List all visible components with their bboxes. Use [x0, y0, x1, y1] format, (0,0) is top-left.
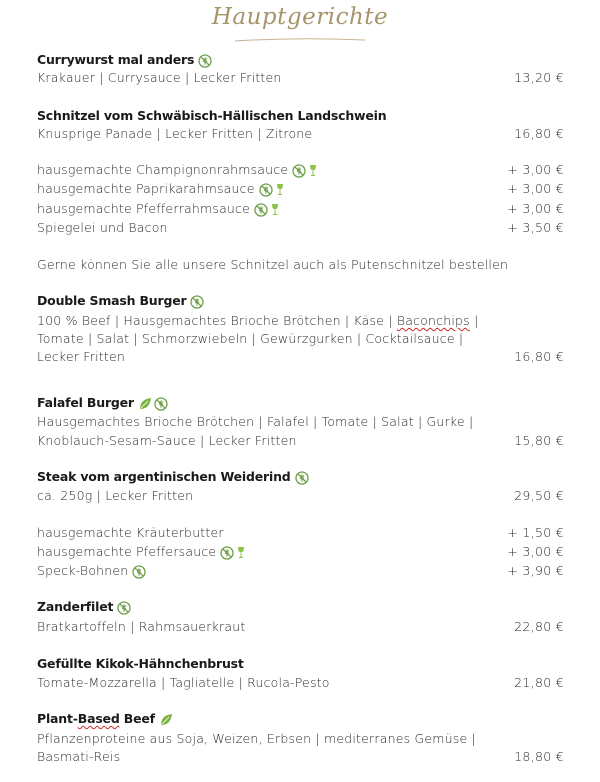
gluten-free-icon	[254, 203, 268, 217]
wine-glass-icon	[275, 183, 285, 197]
dish-desc-schnitzel: Knusprige Panade | Lecker Fritten | Zitrone 16,80 €	[37, 126, 564, 141]
dish-desc-double-smash-line3: Lecker Fritten 16,80 €	[37, 349, 564, 364]
gluten-free-icon	[220, 546, 234, 560]
dish-title-falafel-burger: Falafel Burger	[37, 394, 564, 412]
dish-desc-steak: ca. 250g | Lecker Fritten 29,50 €	[37, 488, 564, 503]
price-kikok: 21,80 €	[514, 675, 564, 690]
price-double-smash-burger: 16,80 €	[514, 349, 564, 364]
dish-title-steak: Steak vom argentinischen Weiderind	[37, 468, 564, 486]
dish-desc-double-smash-line2: Tomate | Salat | Schmorzwiebeln | Gewürzgurken | Cocktailsauce |	[37, 331, 464, 346]
dish-title-plant-based-beef: Plant-Based Beef	[37, 710, 564, 728]
addon-pfefferrahm: hausgemachte Pfefferrahmsauce + 3,00 €	[37, 201, 564, 216]
price-addon-champignon: + 3,00 €	[507, 162, 564, 177]
addon-champignon: hausgemachte Champignonrahmsauce + 3,00 €	[37, 162, 564, 177]
dish-title-schnitzel: Schnitzel vom Schwäbisch-Hällischen Landschwein	[37, 108, 387, 123]
price-addon-spiegelei: + 3,50 €	[507, 220, 564, 235]
dish-desc-plant-based-line1: Pflanzenproteine aus Soja, Weizen, Erbsen | mediterranes Gemüse |	[37, 731, 476, 746]
dish-title-double-smash-burger: Double Smash Burger	[37, 292, 564, 310]
schnitzel-note: Gerne können Sie alle unsere Schnitzel auch als Putenschnitzel bestellen	[37, 257, 509, 272]
heading-underline-flourish	[230, 36, 370, 44]
dish-title-zanderfilet: Zanderfilet	[37, 598, 564, 616]
price-plant-based-beef: 18,80 €	[514, 749, 564, 764]
wine-glass-icon	[236, 546, 246, 560]
price-addon-paprika: + 3,00 €	[507, 181, 564, 196]
wine-glass-icon	[270, 203, 280, 217]
gluten-free-icon	[132, 565, 146, 579]
price-steak: 29,50 €	[514, 488, 564, 503]
dish-title-currywurst: Currywurst mal anders	[37, 51, 564, 69]
price-falafel-burger: 15,80 €	[514, 433, 564, 448]
vegan-leaf-icon	[138, 397, 152, 411]
dish-desc-falafel-line2: Knoblauch-Sesam-Sauce | Lecker Fritten 15,80 €	[37, 433, 564, 448]
gluten-free-icon	[292, 164, 306, 178]
gluten-free-icon	[154, 397, 168, 411]
price-currywurst: 13,20 €	[514, 70, 564, 85]
dish-title-kikok: Gefüllte Kikok-Hähnchenbrust	[37, 656, 244, 671]
price-addon-speck-bohnen: + 3,90 €	[507, 563, 564, 578]
gluten-free-icon	[117, 601, 131, 615]
price-schnitzel: 16,80 €	[514, 126, 564, 141]
addon-kraeuterbutter: hausgemachte Kräuterbutter + 1,50 €	[37, 525, 564, 540]
page-title: Hauptgerichte	[211, 4, 389, 30]
addon-pfeffersauce: hausgemachte Pfeffersauce + 3,00 €	[37, 544, 564, 559]
gluten-free-icon	[259, 183, 273, 197]
price-zanderfilet: 22,80 €	[514, 619, 564, 634]
gluten-free-icon	[190, 295, 204, 309]
dish-desc-falafel-line1: Hausgemachtes Brioche Brötchen | Falafel | Tomate | Salat | Gurke |	[37, 414, 474, 429]
price-addon-pfeffersauce: + 3,00 €	[507, 544, 564, 559]
price-addon-pfefferrahm: + 3,00 €	[507, 201, 564, 216]
addon-spiegelei: Spiegelei und Bacon + 3,50 €	[37, 220, 564, 235]
wine-glass-icon	[308, 164, 318, 178]
addon-paprika: hausgemachte Paprikarahmsauce + 3,00 €	[37, 181, 564, 196]
dish-desc-currywurst: Krakauer | Currysauce | Lecker Fritten 13,20 €	[37, 70, 564, 85]
vegan-leaf-icon	[159, 713, 173, 727]
gluten-free-icon	[198, 54, 212, 68]
gluten-free-icon	[295, 471, 309, 485]
price-addon-kraeuterbutter: + 1,50 €	[507, 525, 564, 540]
dish-desc-plant-based-line2: Basmati-Reis 18,80 €	[37, 749, 564, 764]
dish-desc-zanderfilet: Bratkartoffeln | Rahmsauerkraut 22,80 €	[37, 619, 564, 634]
dish-desc-double-smash-line1: 100 % Beef | Hausgemachtes Brioche Brötchen | Käse | Baconchips |	[37, 313, 479, 328]
dish-desc-kikok: Tomate-Mozzarella | Tagliatelle | Rucola-Pesto 21,80 €	[37, 675, 564, 690]
addon-speck-bohnen: Speck-Bohnen + 3,90 €	[37, 563, 564, 578]
